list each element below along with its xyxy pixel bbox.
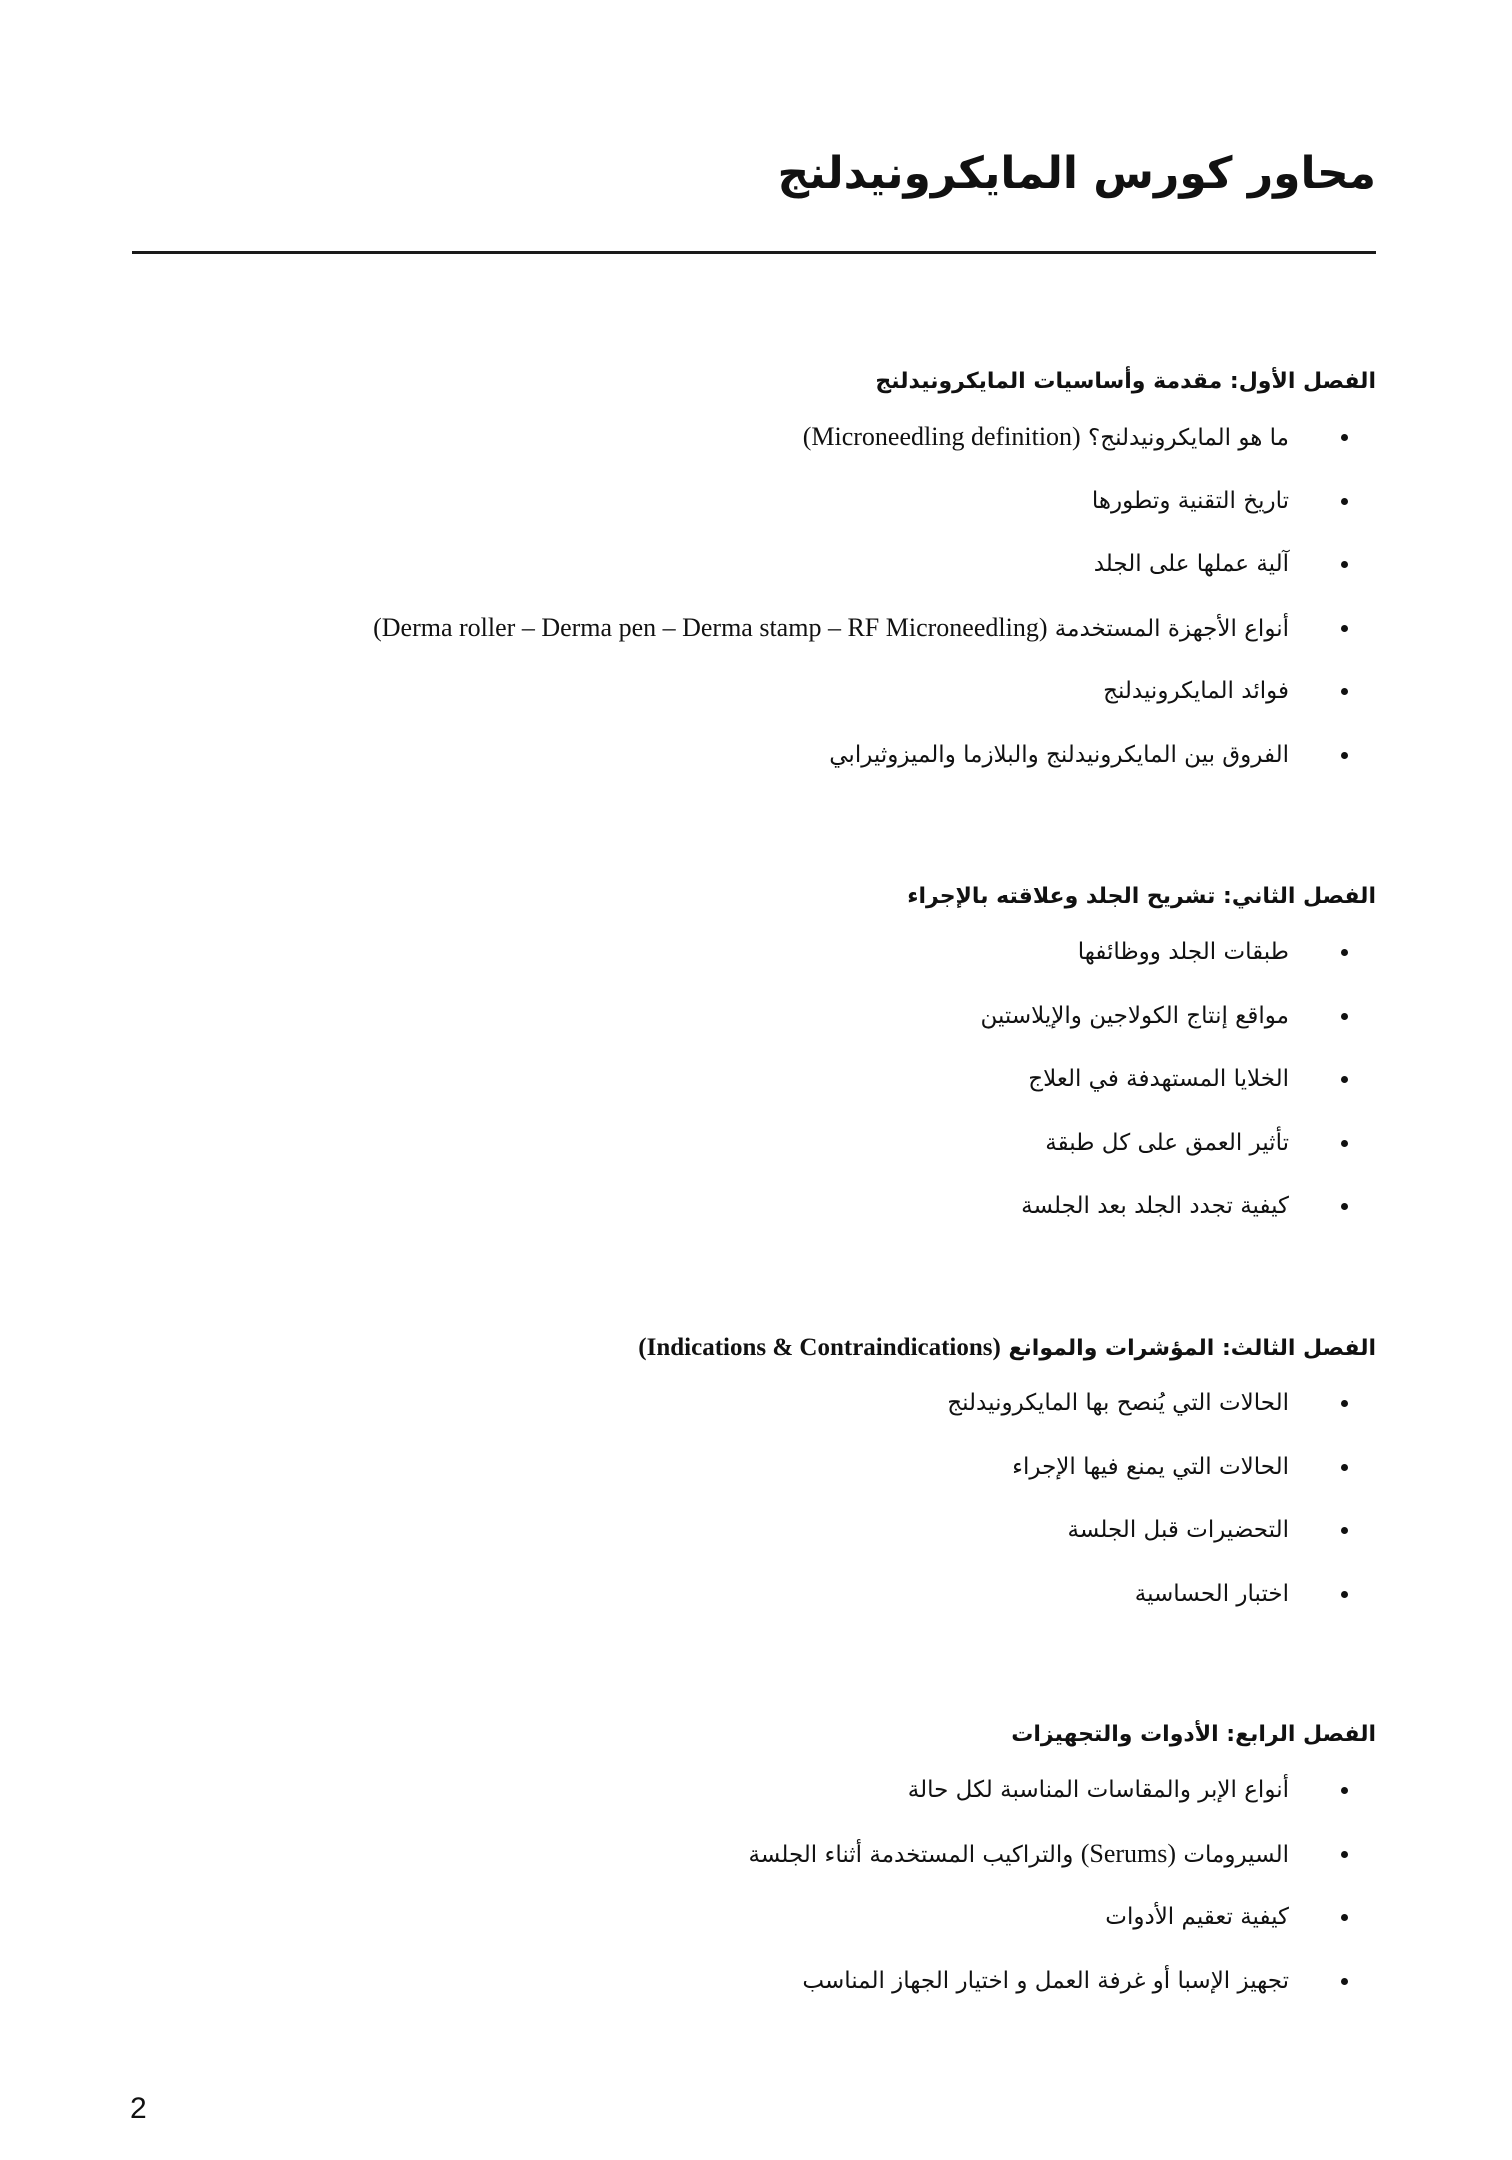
list-item-text: كيفية تعقيم الأدوات — [1105, 1904, 1289, 1931]
list-item — [132, 608, 1376, 672]
chapter-1-list — [132, 417, 1376, 799]
list-item — [132, 932, 1376, 996]
list-item — [132, 1834, 1376, 1898]
list-item — [132, 1383, 1376, 1447]
list-item — [132, 1897, 1376, 1961]
bullet-icon — [1341, 1464, 1348, 1471]
list-item — [132, 1186, 1376, 1250]
bullet-icon — [1341, 1527, 1348, 1534]
bullet-icon — [1341, 1787, 1348, 1794]
list-item — [132, 1123, 1376, 1187]
chapter-1-heading: الفصل الأول: مقدمة وأساسيات المايكرونيدلنج — [875, 369, 1376, 394]
page-number: 2 — [130, 2092, 147, 2125]
bullet-icon — [1341, 1851, 1348, 1858]
bullet-icon — [1341, 949, 1348, 956]
list-item-text: فوائد المايكرونيدلنج — [1103, 678, 1289, 705]
list-item-text: آلية عملها على الجلد — [1093, 551, 1289, 578]
list-item-text: ما هو المايكرونيدلنج؟ (Microneedling definition) — [802, 422, 1289, 451]
bullet-icon — [1341, 1013, 1348, 1020]
list-item-text: أنواع الإبر والمقاسات المناسبة لكل حالة — [907, 1777, 1289, 1803]
list-item — [132, 735, 1376, 799]
bullet-icon — [1341, 1203, 1348, 1210]
list-item-text: تأثير العمق على كل طبقة — [1045, 1129, 1289, 1156]
list-item-text: تجهيز الإسبا أو غرفة العمل و اختيار الجهاز المناسب — [802, 1967, 1289, 1994]
list-item — [132, 481, 1376, 545]
bullet-icon — [1341, 1591, 1348, 1598]
list-item-text: طبقات الجلد ووظائفها — [1077, 939, 1289, 965]
list-item-text: الخلايا المستهدفة في العلاج — [1028, 1066, 1289, 1093]
chapter-1 — [132, 362, 1376, 799]
chapter-3-heading: الفصل الثالث: المؤشرات والموانع (Indications & Contraindications) — [638, 1334, 1376, 1361]
chapter-4 — [132, 1715, 1376, 2024]
list-item — [132, 1059, 1376, 1123]
list-item-text: الحالات التي يُنصح بها المايكرونيدلنج — [947, 1390, 1289, 1416]
list-item — [132, 671, 1376, 735]
chapter-2-heading: الفصل الثاني: تشريح الجلد وعلاقته بالإجراء — [907, 884, 1376, 909]
list-item-text: أنواع الأجهزة المستخدمة (Derma roller – Derma pen – Derma stamp – RF Microneedling) — [373, 612, 1289, 642]
chapter-4-list — [132, 1770, 1376, 2024]
list-item — [132, 1510, 1376, 1574]
chapter-4-heading: الفصل الرابع: الأدوات والتجهيزات — [1011, 1722, 1376, 1747]
bullet-icon — [1341, 561, 1348, 568]
list-item-text: الفروق بين المايكرونيدلنج والبلازما والميزوثيرابي — [829, 741, 1289, 768]
bullet-icon — [1341, 688, 1348, 695]
bullet-icon — [1341, 434, 1348, 441]
bullet-icon — [1341, 1978, 1348, 1985]
list-item-text: مواقع إنتاج الكولاجين والإيلاستين — [980, 1002, 1289, 1029]
bullet-icon — [1341, 1076, 1348, 1083]
chapter-3-list — [132, 1383, 1376, 1637]
list-item — [132, 544, 1376, 608]
list-item — [132, 1770, 1376, 1834]
bullet-icon — [1341, 498, 1348, 505]
chapter-3 — [132, 1328, 1376, 1637]
list-item-text: الحالات التي يمنع فيها الإجراء — [1012, 1453, 1289, 1480]
list-item — [132, 417, 1376, 481]
chapter-2 — [132, 877, 1376, 1250]
list-item-text: اختبار الحساسية — [1134, 1580, 1289, 1607]
bullet-icon — [1341, 1400, 1348, 1407]
chapter-2-list — [132, 932, 1376, 1250]
title-divider — [132, 251, 1376, 254]
list-item-text: تاريخ التقنية وتطورها — [1091, 487, 1289, 514]
list-item — [132, 1961, 1376, 2025]
list-item-text: كيفية تجدد الجلد بعد الجلسة — [1021, 1193, 1289, 1220]
bullet-icon — [1341, 752, 1348, 759]
bullet-icon — [1341, 1914, 1348, 1921]
list-item — [132, 1447, 1376, 1511]
list-item-text: التحضيرات قبل الجلسة — [1067, 1517, 1289, 1544]
page-title: محاور كورس المايكرونيدلنج — [777, 148, 1376, 199]
list-item — [132, 996, 1376, 1060]
list-item-text: السيرومات (Serums) والتراكيب المستخدمة أثناء الجلسة — [748, 1838, 1289, 1868]
list-item — [132, 1574, 1376, 1638]
bullet-icon — [1341, 1140, 1348, 1147]
bullet-icon — [1341, 625, 1348, 632]
